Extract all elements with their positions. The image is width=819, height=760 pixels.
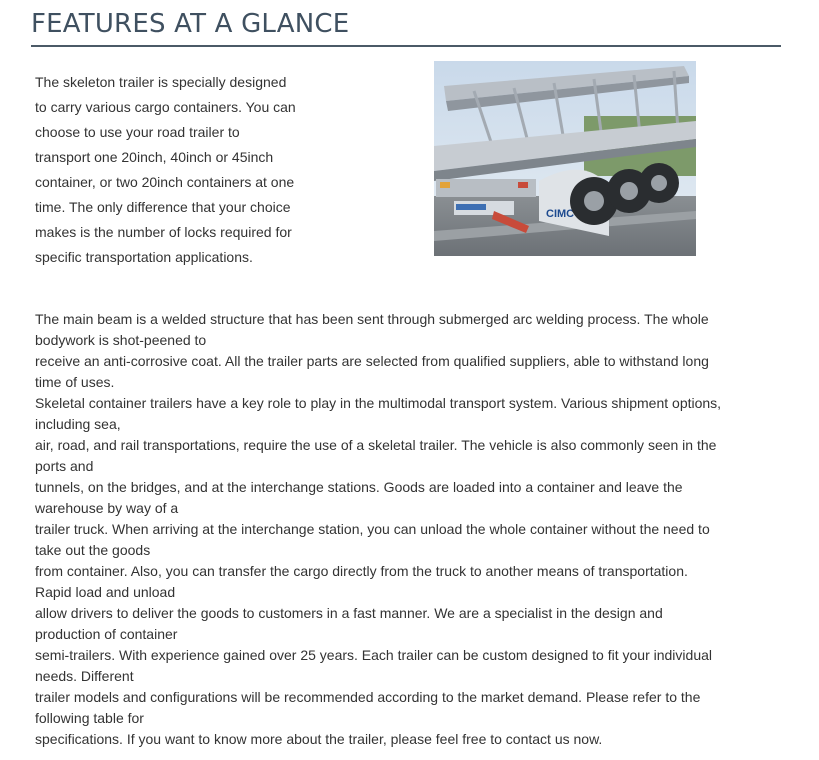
intro-line: container, or two 20inch containers at one bbox=[35, 174, 295, 190]
body-line: air, road, and rail transportations, require the use of a skeletal trailer. The vehicle is also commonly seen in the bbox=[35, 437, 717, 453]
body-line: allow drivers to deliver the goods to customers in a fast manner. We are a specialist in the design and bbox=[35, 605, 663, 621]
body-line: trailer models and configurations will be recommended according to the market demand. Please refer to the bbox=[35, 689, 701, 705]
body-paragraph bbox=[35, 309, 775, 750]
body-line: including sea, bbox=[35, 416, 121, 432]
body-line: specifications. If you want to know more about the trailer, please feel free to contact us now. bbox=[35, 731, 603, 747]
body-line: receive an anti-corrosive coat. All the trailer parts are selected from qualified suppliers, able to withstand long bbox=[35, 353, 709, 369]
intro-line: choose to use your road trailer to bbox=[35, 124, 240, 140]
body-line: following table for bbox=[35, 710, 144, 726]
section-title: FEATURES AT A GLANCE bbox=[31, 9, 350, 39]
intro-line: makes is the number of locks required for bbox=[35, 224, 292, 240]
body-line: ports and bbox=[35, 458, 94, 474]
body-line: Rapid load and unload bbox=[35, 584, 176, 600]
body-line: needs. Different bbox=[35, 668, 134, 684]
body-line: time of uses. bbox=[35, 374, 115, 390]
body-line: trailer truck. When arriving at the interchange station, you can unload the whole container without the need to bbox=[35, 521, 710, 537]
body-line: take out the goods bbox=[35, 542, 151, 558]
intro-line: time. The only difference that your choice bbox=[35, 199, 291, 215]
body-line: tunnels, on the bridges, and at the interchange stations. Goods are loaded into a container and leave the bbox=[35, 479, 683, 495]
title-divider bbox=[31, 45, 781, 47]
body-line: warehouse by way of a bbox=[35, 500, 179, 516]
body-line: from container. Also, you can transfer the cargo directly from the truck to another means of transportation. bbox=[35, 563, 688, 579]
body-line: bodywork is shot-peened to bbox=[35, 332, 207, 348]
intro-paragraph bbox=[35, 70, 325, 270]
body-line: The main beam is a welded structure that has been sent through submerged arc welding process. The whole bbox=[35, 311, 709, 327]
intro-line: transport one 20inch, 40inch or 45inch bbox=[35, 149, 274, 165]
intro-line: specific transportation applications. bbox=[35, 249, 253, 265]
body-line: Skeletal container trailers have a key role to play in the multimodal transport system. Various shipment options, bbox=[35, 395, 722, 411]
body-line: semi-trailers. With experience gained over 25 years. Each trailer can be custom designed to fit your individual bbox=[35, 647, 712, 663]
trailer-photo bbox=[434, 61, 696, 256]
body-line: production of container bbox=[35, 626, 178, 642]
brand-text: CIMC bbox=[546, 208, 575, 220]
intro-line: to carry various cargo containers. You can bbox=[35, 99, 296, 115]
intro-line: The skeleton trailer is specially designed bbox=[35, 74, 287, 90]
